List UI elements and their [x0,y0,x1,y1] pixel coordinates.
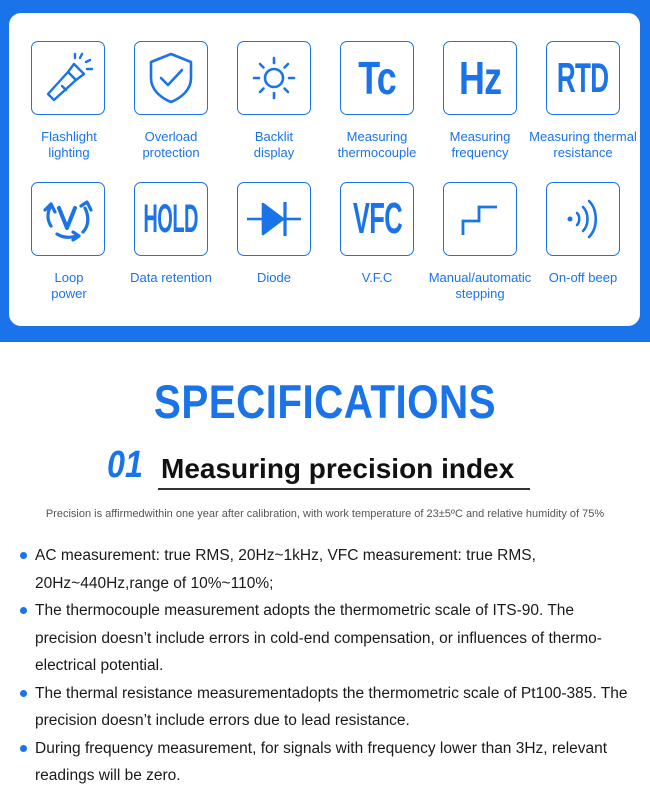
feature-label-frequency: Measuring frequency [449,129,511,160]
feature-label-stepping: Manual/automatic stepping [428,270,532,301]
list-item: The thermal resistance measurementadopts the thermometric scale of Pt100-385. The precision doesn’t include errors due to lead resistance. [20,680,635,735]
precision-note: Precision is affirmedwithin one year after calibration, with work temperature of 23±5ºC and relative humidity of 75% [45,508,605,520]
feature-label-vfc: V.F.C [361,270,393,285]
feature-card [9,13,640,326]
feature-label-thermocouple: Measuring thermocouple [337,129,417,160]
list-item: During frequency measurement, for signals with frequency lower than 3Hz, relevant readings will be zero. [20,735,635,790]
shield-check-icon [134,41,208,115]
feature-label-flashlight: Flashlight lighting [41,129,97,160]
tc-icon: Tc [340,41,414,115]
hz-icon: Hz [443,41,517,115]
vfc-icon: VFC [340,182,414,256]
stepping-icon [443,182,517,256]
section-heading: Measuring precision index [161,453,515,484]
feature-label-data-retention: Data retention [130,270,212,285]
list-item: The thermocouple measurement adopts the thermometric scale of ITS-90. The precision doesn’t include errors in cold-end compensation, or influences of thermo-electrical potential. [20,597,635,680]
feature-label-thermal-resistance: Measuring thermal resistance [529,129,637,160]
specifications-title: SPECIFICATIONS [153,375,497,428]
rtd-icon: RTD [546,41,620,115]
feature-label-beep: On-off beep [548,270,618,285]
flashlight-icon [31,41,105,115]
sun-icon [237,41,311,115]
hold-icon: HOLD [134,182,208,256]
beep-icon [546,182,620,256]
list-item: AC measurement: true RMS, 20Hz~1kHz, VFC measurement: true RMS, 20Hz~440Hz,range of 10%~110%; [20,542,635,597]
feature-label-backlit: Backlit display [253,129,295,160]
spec-bullet-list [20,542,635,790]
loop-power-icon [31,182,105,256]
diode-icon [237,182,311,256]
feature-label-diode: Diode [257,270,291,285]
section-underline [158,488,530,490]
feature-label-loop-power: Loop power [51,270,87,301]
section-number: 01 [107,444,143,486]
feature-label-overload: Overload protection [142,129,200,160]
